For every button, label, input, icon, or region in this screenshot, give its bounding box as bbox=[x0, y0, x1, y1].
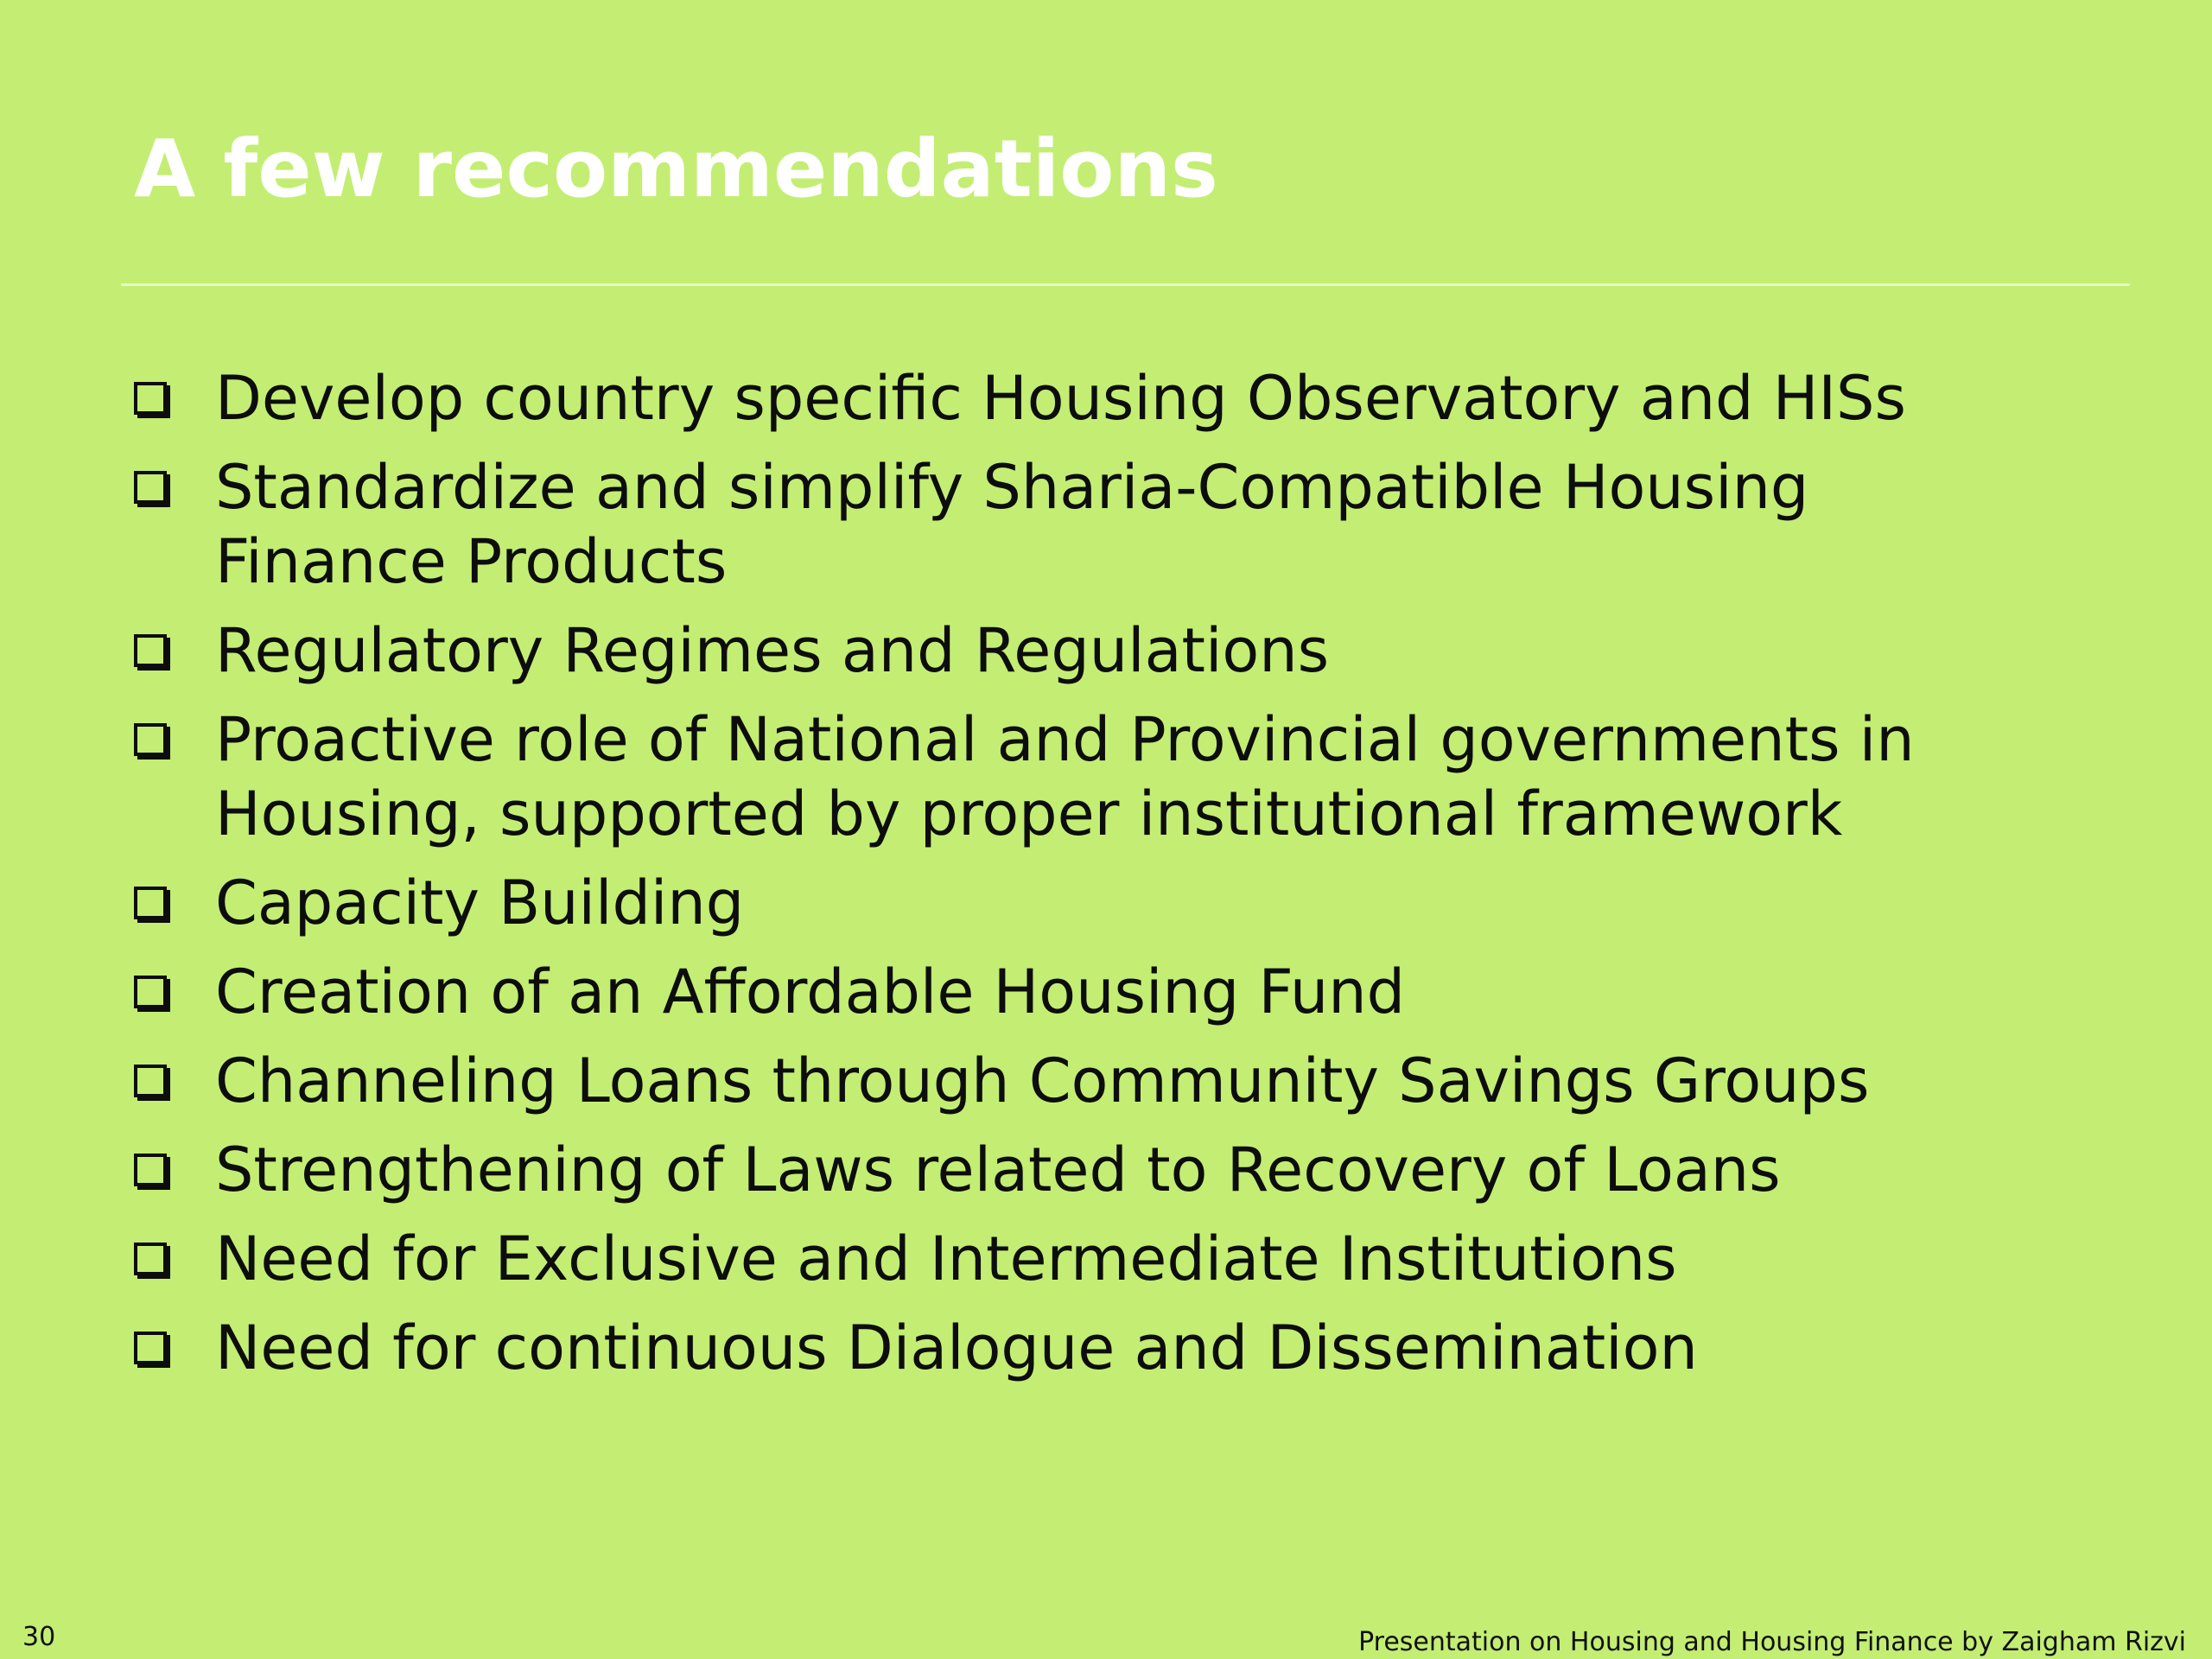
checkbox-icon bbox=[134, 382, 170, 418]
list-item bbox=[134, 1222, 2121, 1296]
list-item bbox=[134, 955, 2121, 1029]
list-item bbox=[134, 1133, 2121, 1207]
list-item-text bbox=[215, 450, 2121, 599]
list-item-line: Creation of an Affordable Housing Fund bbox=[215, 957, 1406, 1027]
checkbox-icon bbox=[134, 1243, 170, 1279]
list-item bbox=[134, 866, 2121, 940]
list-item-line: Channeling Loans through Community Savings Groups bbox=[215, 1046, 1870, 1116]
list-item-line: Regulatory Regimes and Regulations bbox=[215, 615, 1330, 686]
footer-text: Presentation on Housing and Housing Finance by Zaigham Rizvi bbox=[1358, 1627, 2186, 1657]
list-item-text bbox=[215, 955, 2121, 1029]
list-item bbox=[134, 361, 2121, 435]
list-item-line: Housing, supported by proper institutional framework bbox=[215, 779, 1843, 849]
checkbox-icon bbox=[134, 1065, 170, 1101]
checkbox-icon bbox=[134, 723, 170, 760]
list-item-text bbox=[215, 361, 2121, 435]
slide-title: A few recommendations bbox=[134, 123, 1218, 215]
list-item-text bbox=[215, 613, 2121, 688]
list-item bbox=[134, 1044, 2121, 1118]
checkbox-icon bbox=[134, 471, 170, 507]
checkbox-icon bbox=[134, 887, 170, 923]
list-item-line: Develop country specific Housing Observatory and HISs bbox=[215, 363, 1906, 434]
list-item-line: Finance Products bbox=[215, 526, 728, 597]
list-item-line: Capacity Building bbox=[215, 868, 745, 938]
checkbox-icon bbox=[134, 976, 170, 1012]
checkbox-icon bbox=[134, 1332, 170, 1368]
page-number: 30 bbox=[22, 1622, 56, 1652]
list-item bbox=[134, 450, 2121, 599]
list-item-line: Standardize and simplify Sharia-Compatible Housing bbox=[215, 452, 1809, 523]
recommendation-list bbox=[134, 361, 2121, 1400]
list-item-line: Need for Exclusive and Intermediate Institutions bbox=[215, 1224, 1677, 1294]
checkbox-icon bbox=[134, 1154, 170, 1190]
list-item-text bbox=[215, 702, 2121, 851]
list-item-text bbox=[215, 1044, 2121, 1118]
list-item-text bbox=[215, 1222, 2121, 1296]
list-item-text bbox=[215, 1311, 2121, 1385]
list-item-line: Strengthening of Laws related to Recovery of Loans bbox=[215, 1135, 1781, 1205]
list-item bbox=[134, 1311, 2121, 1385]
title-divider bbox=[121, 283, 2130, 286]
list-item-line: Need for continuous Dialogue and Dissemination bbox=[215, 1313, 1698, 1383]
list-item-line: Proactive role of National and Provincial governments in bbox=[215, 704, 1915, 775]
list-item bbox=[134, 702, 2121, 851]
checkbox-icon bbox=[134, 634, 170, 671]
list-item-text bbox=[215, 866, 2121, 940]
list-item-text bbox=[215, 1133, 2121, 1207]
list-item bbox=[134, 613, 2121, 688]
